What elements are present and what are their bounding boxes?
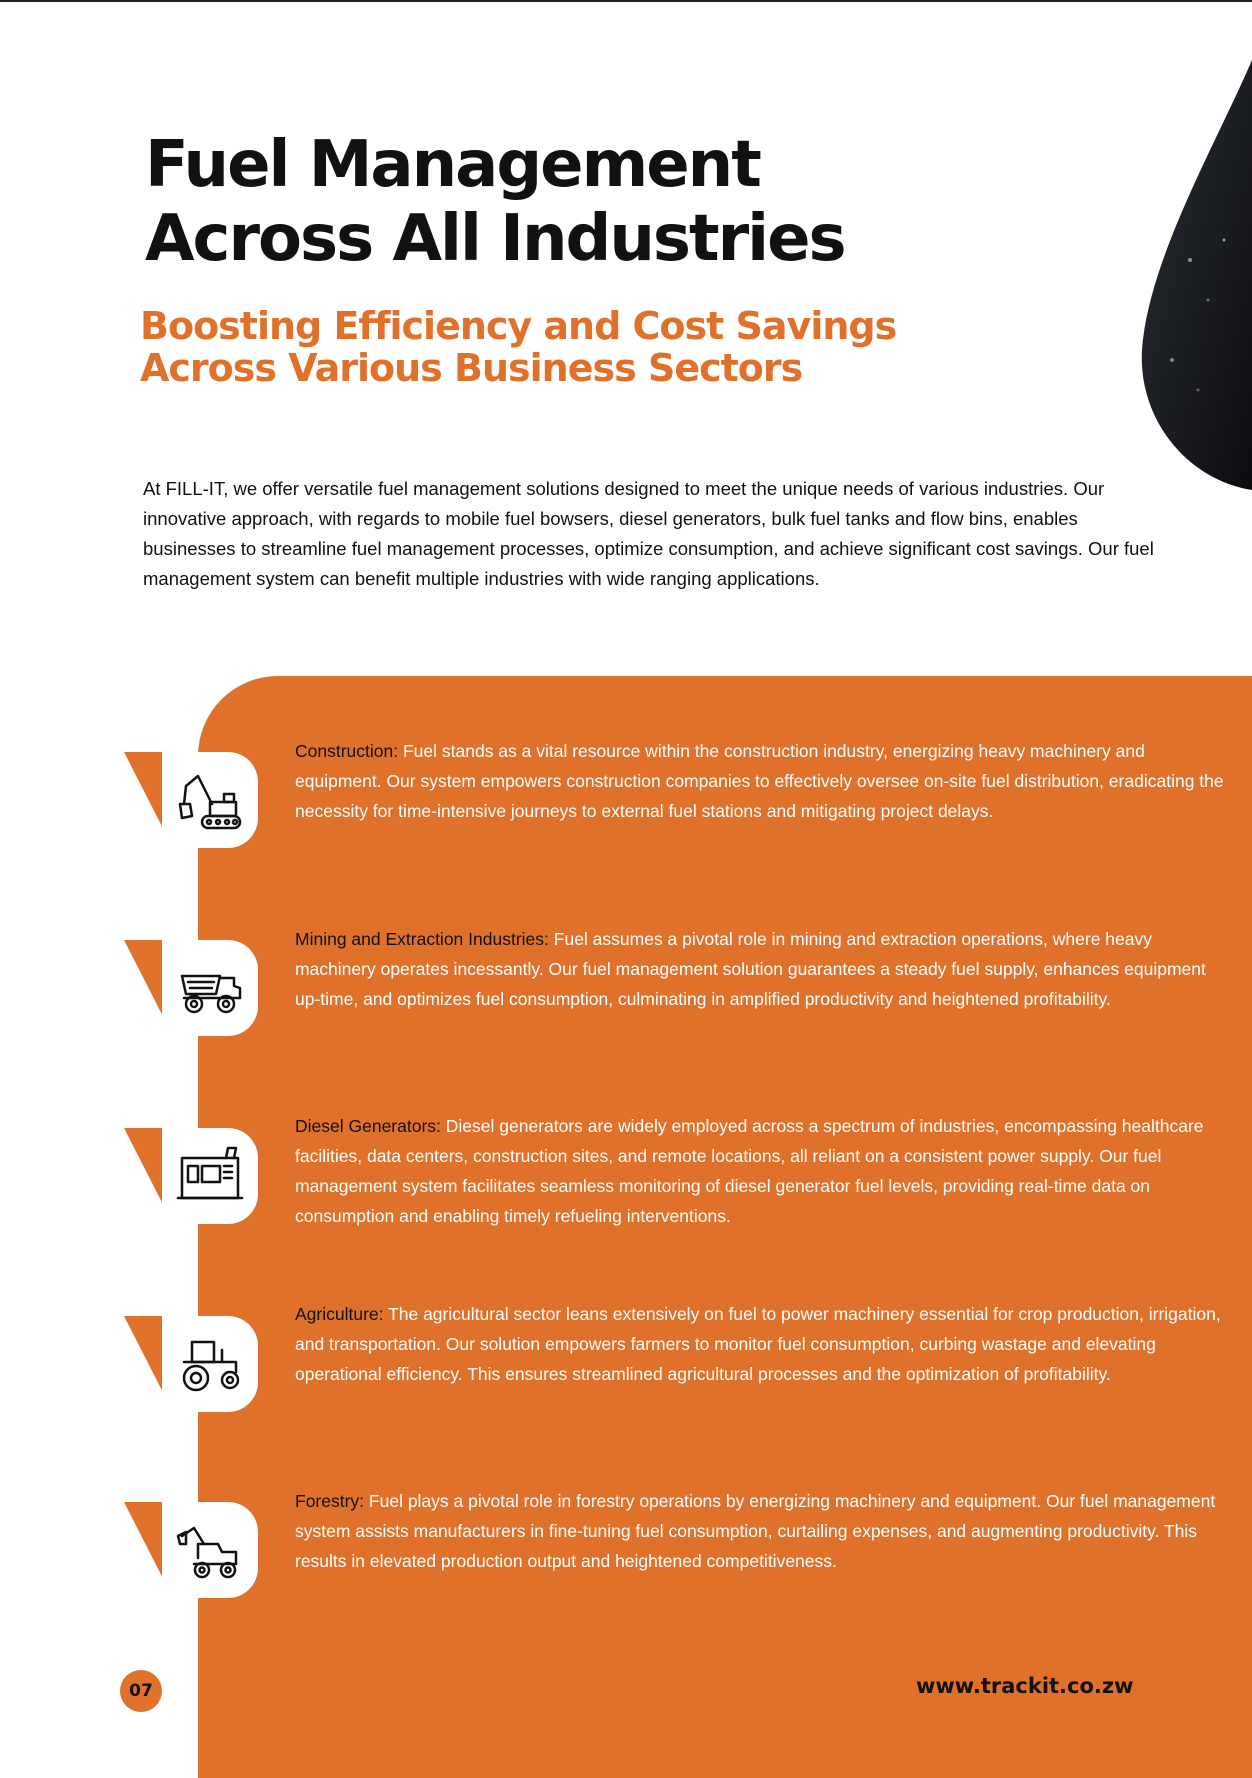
industry-forestry xyxy=(295,1486,1235,1576)
icon-card-construction xyxy=(162,752,258,848)
page-title xyxy=(145,128,905,276)
forestry-machine-icon xyxy=(174,1514,246,1586)
industry-description: Fuel plays a pivotal role in forestry operations by energizing machinery and equipment. Our fuel management system assists manufacturers in fine-tuning fuel consumption, curtailing expenses, and augmenting productivity. This results in elevated production output and heightened competitiveness. xyxy=(295,1491,1216,1571)
industry-mining xyxy=(295,924,1235,1014)
excavator-icon xyxy=(174,764,246,836)
tractor-icon xyxy=(174,1328,246,1400)
industry-description: Fuel assumes a pivotal role in mining and extraction operations, where heavy machinery operates incessantly. Our fuel management solution guarantees a steady fuel supply, enhances equipment up-time, and optimizes fuel consumption, culminating in amplified productivity and heightened profitability. xyxy=(295,929,1206,1009)
icon-card-agriculture xyxy=(162,1316,258,1412)
industry-agriculture xyxy=(295,1299,1235,1389)
top-rule xyxy=(0,0,1252,2)
industry-name: Construction: xyxy=(295,741,399,761)
industry-description: The agricultural sector leans extensively on fuel to power machinery essential for crop production, irrigation, and transportation. Our solution empowers farmers to monitor fuel consumption, curbing wastage and elevating operational efficiency. This ensures streamlined agricultural processes and the optimization of profitability. xyxy=(295,1304,1221,1384)
industry-generators xyxy=(295,1111,1235,1231)
page-number: 07 xyxy=(120,1670,162,1712)
page-title-text: Fuel Management Across All Industries xyxy=(145,128,845,276)
industry-description: Fuel stands as a vital resource within the construction industry, energizing heavy machinery and equipment. Our system empowers construction companies to effectively oversee on-site fuel distribution, eradicating the necessity for time-intensive journeys to external fuel stations and mitigating project delays. xyxy=(295,741,1224,821)
industry-name: Diesel Generators: xyxy=(295,1116,441,1136)
industry-name: Agriculture: xyxy=(295,1304,384,1324)
page-subtitle xyxy=(140,305,960,389)
website-link[interactable]: www.trackit.co.zw xyxy=(916,1674,1134,1698)
icon-card-generators xyxy=(162,1128,258,1224)
industry-name: Mining and Extraction Industries: xyxy=(295,929,549,949)
industry-description: Diesel generators are widely employed across a spectrum of industries, encompassing healthcare facilities, data centers, construction sites, and remote locations, all reliant on a consistent power supply. Our fuel management system facilitates seamless monitoring of diesel generator fuel levels, providing real-time data on consumption and enabling timely refueling interventions. xyxy=(295,1116,1204,1226)
industry-name: Forestry: xyxy=(295,1491,365,1511)
page-subtitle-text: Boosting Efficiency and Cost Savings Across Various Business Sectors xyxy=(140,304,897,390)
industry-construction xyxy=(295,736,1235,826)
generator-icon xyxy=(174,1140,246,1212)
icon-card-mining xyxy=(162,940,258,1036)
intro-paragraph: At FILL-IT, we offer versatile fuel management solutions designed to meet the unique needs of various industries. Our innovative approach, with regards to mobile fuel bowsers, diesel generators, bulk fuel tanks and flow bins, enables businesses to streamline fuel management processes, optimize consumption, and achieve significant cost savings. Our fuel management system can benefit multiple industries with wide ranging applications. xyxy=(143,478,1154,589)
icon-card-forestry xyxy=(162,1502,258,1598)
dump-truck-icon xyxy=(174,952,246,1024)
fuel-drop-image xyxy=(1128,60,1252,490)
